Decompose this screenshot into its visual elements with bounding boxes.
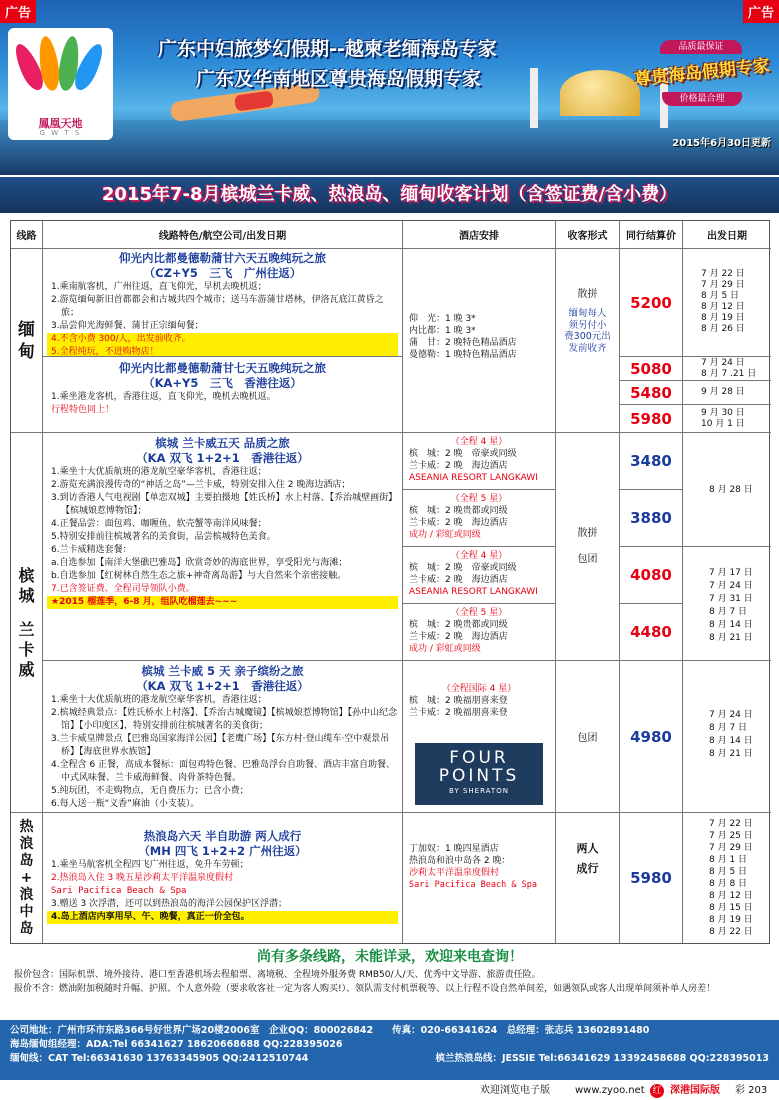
myanmar-hotel xyxy=(403,249,556,433)
price-terms xyxy=(14,968,770,996)
route-item: 3.兰卡威皇牌景点【巴雅岛国家海洋公园】【老鹰广场】【东方村·登山缆车·空中观景吊桥】【海底世界水族馆】 xyxy=(51,734,390,757)
penang2-form: 包团 xyxy=(556,661,620,813)
price-4480: 4480 xyxy=(620,604,683,661)
hotel-line: 曼德勒：1 晚特色精品酒店 xyxy=(409,350,517,360)
hotel-star: （全程 5 星） xyxy=(450,608,508,618)
region-char: 威 xyxy=(18,659,35,679)
route-item: 1.乘坐港龙客机，香港往返，直飞仰光，晚机去晚机返。 xyxy=(51,392,276,402)
hotel-line: 兰卡威：2 晚 海边酒店 xyxy=(409,632,508,642)
hotel-line: ASEANIA RESORT LANGKAWI xyxy=(409,587,538,597)
hotel-line: 丁加奴：1 晚四星酒店 xyxy=(409,844,499,854)
route-item: 1.乘坐十大优质航班的港龙航空豪华客机，香港往返； xyxy=(51,467,267,477)
hotel-line: 槟 城：2 晚 帝豪或同级 xyxy=(409,563,517,573)
route-item: 5.全程纯玩，不进购物店！ xyxy=(47,346,398,357)
price-excludes: 报价不含：燃油附加税随时升幅、护照、个人意外险（要求收客社一定为客人购买!）、领队需支付机票税等、以上行程不设自然单间差，如遇领队或客人出现单间须补单人房差！ xyxy=(14,984,716,994)
region-char: 槟 xyxy=(18,565,35,585)
logo-sub: G W T S xyxy=(39,129,82,137)
col-route: 线路 xyxy=(11,221,43,249)
penang2-hotel xyxy=(403,661,556,813)
region-char: 热 xyxy=(19,818,34,835)
date: 8 月 12 日 xyxy=(709,891,753,901)
route-item: 4.不含小费 300/人，出发前收齐。 xyxy=(47,333,398,346)
dates-penang-a xyxy=(683,433,771,547)
date: 8 月 5 日 xyxy=(701,291,740,301)
mosque-dome-image xyxy=(560,70,640,116)
dates-myanmar-2 xyxy=(683,357,771,381)
date: 8 月 7 日 xyxy=(709,607,748,617)
badge-bottom: 价格最合理 xyxy=(662,92,742,106)
hotel-line: 兰卡威：2 晚 海边酒店 xyxy=(409,575,508,585)
region-char: 中 xyxy=(19,903,34,920)
price-5200: 5200 xyxy=(620,249,683,357)
hotel-line: 仰 光：1 晚 3* xyxy=(409,314,476,324)
date: 8 月 26 日 xyxy=(701,324,745,334)
website-link[interactable]: www.zyoo.net xyxy=(575,1085,645,1096)
header-banner xyxy=(0,0,779,175)
region-char: 兰 xyxy=(18,619,35,639)
ad-label-right: 广告 xyxy=(743,0,779,23)
date: 8 月 7 .21 日 xyxy=(701,369,757,379)
route-title: 槟城 兰卡威 5 天 亲子缤纷之旅 xyxy=(141,664,304,678)
route-title: 热浪岛六天 半自助游 两人成行 xyxy=(143,829,302,843)
e-edition-label: 欢迎浏览电子版 xyxy=(480,1085,550,1096)
route-title: 仰光内比都曼德勒蒲甘六天五晚纯玩之旅 xyxy=(119,251,326,265)
hotel-option-1 xyxy=(403,433,556,490)
page-number: 彩 203 xyxy=(735,1085,768,1096)
dates-penang2 xyxy=(683,661,771,813)
quality-badge xyxy=(632,22,772,132)
col-feature: 线路特色/航空公司/出发日期 xyxy=(43,221,403,249)
price-redang-5980: 5980 xyxy=(620,813,683,943)
route-item: 1.乘南航客机，广州往返，直飞仰光，早机去晚机返； xyxy=(51,282,267,292)
dates-myanmar-3 xyxy=(683,381,771,405)
hotel-line: 热浪岛和浪中岛各 2 晚： xyxy=(409,856,511,866)
route-item: b.自选参加【红树林自然生态之旅+神奇离岛游】与大自然来个亲密接触。 xyxy=(51,571,347,581)
hotel-line: 槟 城：2 晚贵都或同级 xyxy=(409,620,508,630)
route-airline: （KA 双飞 1+2+1 香港往返） xyxy=(136,451,309,465)
hotel-line: 槟 城：2 晚福朋喜来登 xyxy=(409,696,508,706)
date: 9 月 28 日 xyxy=(701,387,745,397)
hotel-line: 内比都：1 晚 3* xyxy=(409,326,476,336)
route-item: 3.品尝仰光海鲜餐、蒲甘正宗缅甸餐； xyxy=(51,321,204,331)
hotel-line: 槟 城：2 晚贵都或同级 xyxy=(409,506,508,516)
date: 7 月 31 日 xyxy=(709,594,753,604)
myanmar-contact: 缅甸线：CAT Tel:66341630 13763345905 QQ:2412510744 xyxy=(10,1053,309,1064)
region-char: 浪 xyxy=(19,835,34,852)
route-title: 仰光内比都曼德勒蒲甘七天五晚纯玩之旅 xyxy=(119,361,326,375)
date: 7 月 24 日 xyxy=(701,358,745,368)
hotel-option-3 xyxy=(403,547,556,604)
redang-hotel xyxy=(403,813,556,943)
date: 8 月 12 日 xyxy=(701,302,745,312)
route-item: 4.岛上酒店内享用早、午、晚餐，真正一价全包。 xyxy=(47,911,398,924)
hotel-star: （全程国际 4 星） xyxy=(441,684,517,694)
route-title: 槟城 兰卡威五天 品质之旅 xyxy=(155,436,290,450)
redang-form: 两人成行 xyxy=(556,813,620,943)
price-includes: 报价包含：国际机票、境外接待、港口至香港机场去程船票、离境税、全程境外服务费 RMB50/人/天、优秀中文导游、旅游责任险。 xyxy=(14,970,541,980)
myanmar-route-2 xyxy=(43,357,403,433)
date: 8 月 14 日 xyxy=(709,620,753,630)
col-form: 收客形式 xyxy=(556,221,620,249)
date: 8 月 28 日 xyxy=(709,485,753,495)
date: 8 月 15 日 xyxy=(709,903,753,913)
route-airline: （CZ+Y5 三飞 广州往返） xyxy=(143,266,302,280)
price-5080: 5080 xyxy=(620,357,683,381)
price-4080: 4080 xyxy=(620,547,683,604)
route-airline: （KA+Y5 三飞 香港往返） xyxy=(143,376,302,390)
more-routes-notice: 尚有多条线路，未能详录，欢迎来电查询！ xyxy=(257,949,523,965)
route-item: a.自选参加【南洋大堡礁巴雅岛】欣赏奇妙的海底世界，享受阳光与海滩； xyxy=(51,558,348,568)
hotel-line: 槟 城：2 晚 帝豪或同级 xyxy=(409,449,517,459)
region-myanmar: 缅甸 xyxy=(11,249,43,433)
hotel-line: 成功 / 彩虹或同级 xyxy=(409,530,481,540)
date: 7 月 25 日 xyxy=(709,831,753,841)
hotel-option-2 xyxy=(403,490,556,547)
date: 7 月 24 日 xyxy=(709,581,753,591)
company-logo xyxy=(8,28,113,140)
route-item: 2.游览缅甸新旧首都都会和古城共四个城市；送马车游蒲甘塔林，伊洛瓦底江黄昏之旅； xyxy=(51,295,384,318)
hotel-line: ASEANIA RESORT LANGKAWI xyxy=(409,473,538,483)
hotel-line: 兰卡威：2 晚 海边酒店 xyxy=(409,518,508,528)
route-item: 3.赠送 3 次浮潜，还可以到热浪岛的海洋公园保护区浮潜； xyxy=(51,899,288,909)
dates-penang-b xyxy=(683,547,771,661)
price-5980: 5980 xyxy=(620,405,683,433)
island-manager: 海岛缅甸组经理：ADA:Tel 66341627 18620668688 QQ:228395026 xyxy=(10,1039,343,1050)
route-item: 1.乘坐马航客机全程四飞广州往返，免升车劳顿； xyxy=(51,860,249,870)
col-price: 同行结算价 xyxy=(620,221,683,249)
hotel-star: （全程 4 星） xyxy=(450,437,508,447)
route-item: 2.游览充满浪漫传奇的“神话之岛”—兰卡威，特别安排入住 2 晚海边酒店； xyxy=(51,480,351,490)
route-item: 行程特色同上！ xyxy=(51,405,115,415)
date: 8 月 21 日 xyxy=(709,749,753,759)
ad-label-left: 广告 xyxy=(0,0,36,23)
dates-myanmar-4 xyxy=(683,405,771,433)
myanmar-form xyxy=(556,249,620,433)
form-type: 散拼 xyxy=(577,528,598,539)
edition-name: 深港国际版 xyxy=(670,1085,720,1096)
route-item: 2.槟城经典景点：【姓氏桥水上村落】、【乔治古城魔镜】【槟城娘惹博物馆】【孙中山纪念馆】【小印度区】，特别安排前往槟城著名的美食街； xyxy=(51,708,398,731)
date: 8 月 22 日 xyxy=(709,927,753,937)
date: 10 月 1 日 xyxy=(701,419,745,429)
badge-main: 尊贵海岛假期专家 xyxy=(633,55,771,91)
date: 8 月 14 日 xyxy=(709,736,753,746)
region-char: 岛 xyxy=(19,920,34,937)
route-airline: （KA 双飞 1+2+1 香港往返） xyxy=(136,679,309,693)
penang-route-2 xyxy=(43,661,403,813)
col-dates: 出发日期 xyxy=(683,221,771,249)
updated-date: 2015年6月30日更新 xyxy=(672,138,771,149)
route-item: 4.正餐品尝：面包鸡、咖喱鱼、软壳蟹等南洋风味餐； xyxy=(51,519,267,529)
logo-name: 鳳凰天地 xyxy=(38,117,83,130)
redang-route xyxy=(43,813,403,943)
dates-myanmar-1 xyxy=(683,249,771,357)
price-4980: 4980 xyxy=(620,661,683,813)
date: 8 月 21 日 xyxy=(709,633,753,643)
form-type: 散拼 xyxy=(577,289,598,300)
date: 8 月 19 日 xyxy=(709,915,753,925)
price-3880: 3880 xyxy=(620,490,683,547)
route-item: 3.到访香港人气电视剧【单恋双城】主要拍摄地【姓氏桥】水上村落、【乔治城壁画街】【槟城娘惹博物馆】； xyxy=(51,493,398,516)
page-bottom-bar xyxy=(0,1082,779,1100)
hotel-star: （全程 4 星） xyxy=(450,551,508,561)
date: 8 月 1 日 xyxy=(709,855,748,865)
date: 8 月 7 日 xyxy=(709,723,748,733)
region-char: 岛 xyxy=(19,852,34,869)
contact-footer xyxy=(0,1020,779,1080)
route-airline: （MH 四飞 1+2+2 广州往返） xyxy=(138,844,307,858)
region-redang xyxy=(11,813,43,943)
date: 7 月 24 日 xyxy=(709,710,753,720)
date: 7 月 22 日 xyxy=(701,269,745,279)
date: 7 月 22 日 xyxy=(709,819,753,829)
route-item: 4.全程含 6 正餐，高成本餐标：面包鸡特色餐、巴雅岛浮台自助餐、酒店丰富自助餐、中式风味餐、兰卡威海鲜餐、肉骨茶特色餐。 xyxy=(51,760,396,783)
hotel-line: 成功 / 彩虹或同级 xyxy=(409,644,481,654)
logo-text: BY SHERATON xyxy=(449,787,509,795)
hotel-line: 沙莉太平洋温泉度假村 xyxy=(409,868,500,878)
route-item: 7.已含签证费、全程司导领队小费。 xyxy=(51,584,195,594)
hotel-line: Sari Pacifica Beach & Spa xyxy=(409,880,537,890)
region-char: 浪 xyxy=(19,886,34,903)
header-title-2: 广东及华南地区尊贵海岛假期专家 xyxy=(196,68,482,90)
date: 7 月 29 日 xyxy=(709,843,753,853)
minaret-image xyxy=(530,68,538,128)
region-char: 城 xyxy=(18,585,35,605)
tour-table xyxy=(10,220,770,944)
form-type: 包团 xyxy=(577,554,598,565)
date: 8 月 19 日 xyxy=(701,313,745,323)
region-char: 卡 xyxy=(18,639,35,659)
col-hotel: 酒店安排 xyxy=(403,221,556,249)
price-5480: 5480 xyxy=(620,381,683,405)
route-item: 6.兰卡威精选套餐： xyxy=(51,545,132,555)
plan-title: 2015年7-8月槟城兰卡威、热浪岛、缅甸收客计划（含签证费/含小费） xyxy=(0,177,779,213)
four-points-logo xyxy=(415,743,543,805)
line-contacts xyxy=(10,1052,769,1066)
badge-top: 品质最保证 xyxy=(660,40,742,54)
hotel-line: 兰卡威：2 晚 海边酒店 xyxy=(409,461,508,471)
date: 9 月 30 日 xyxy=(701,408,745,418)
route-item: 5.纯玩团，不走购物点，无自费压力；已含小费； xyxy=(51,786,249,796)
route-item: Sari Pacifica Beach & Spa xyxy=(51,886,187,896)
route-item: ★2015 榴莲季，6-8 月，组队吃榴莲去~~~ xyxy=(47,596,398,609)
date: 7 月 29 日 xyxy=(701,280,745,290)
red-badge: 红 xyxy=(650,1084,664,1098)
route-item: 1.乘坐十大优质航班的港龙航空豪华客机，香港往返； xyxy=(51,695,267,705)
company-address: 公司地址：广州市环市东路366号好世界广场20楼2006室 企业QQ：800026842 传真：020-66341624 总经理：张志兵 13602891480 xyxy=(10,1025,650,1036)
region-char: + xyxy=(20,869,33,886)
route-item: 5.特别安排前往槟城著名的美食街，品尝槟城特色美食。 xyxy=(51,532,276,542)
hotel-line: 兰卡威：2 晚福朋喜来登 xyxy=(409,708,508,718)
myanmar-route-1 xyxy=(43,249,403,357)
route-item: 2.热浪岛入住 3 晚五星沙莉太平洋温泉度假村 xyxy=(51,873,234,883)
form-note: 缅甸每人须另付小费300元出发前收齐 xyxy=(564,308,611,354)
date: 8 月 8 日 xyxy=(709,879,748,889)
hotel-line: 蒲 甘：2 晚特色精品酒店 xyxy=(409,338,517,348)
price-3480: 3480 xyxy=(620,433,683,490)
penang-route-1 xyxy=(43,433,403,661)
logo-text: POINTS xyxy=(438,766,520,786)
date: 8 月 5 日 xyxy=(709,867,748,877)
logo-text: FOUR xyxy=(449,748,509,768)
hotel-option-4 xyxy=(403,604,556,661)
dates-redang xyxy=(683,813,771,943)
region-penang-langkawi xyxy=(11,433,43,813)
penang-form xyxy=(556,433,620,661)
date: 7 月 17 日 xyxy=(709,568,753,578)
route-item: 6.每人送一瓶“义香”麻油（小支装）。 xyxy=(51,799,200,809)
header-title-1: 广东中妇旅梦幻假期--越柬老缅海岛专家 xyxy=(158,38,497,60)
hotel-star: （全程 5 星） xyxy=(450,494,508,504)
penang-contact: 槟兰热浪岛线：JESSIE Tel:66341629 13392458688 QQ:228395013 xyxy=(435,1053,769,1064)
